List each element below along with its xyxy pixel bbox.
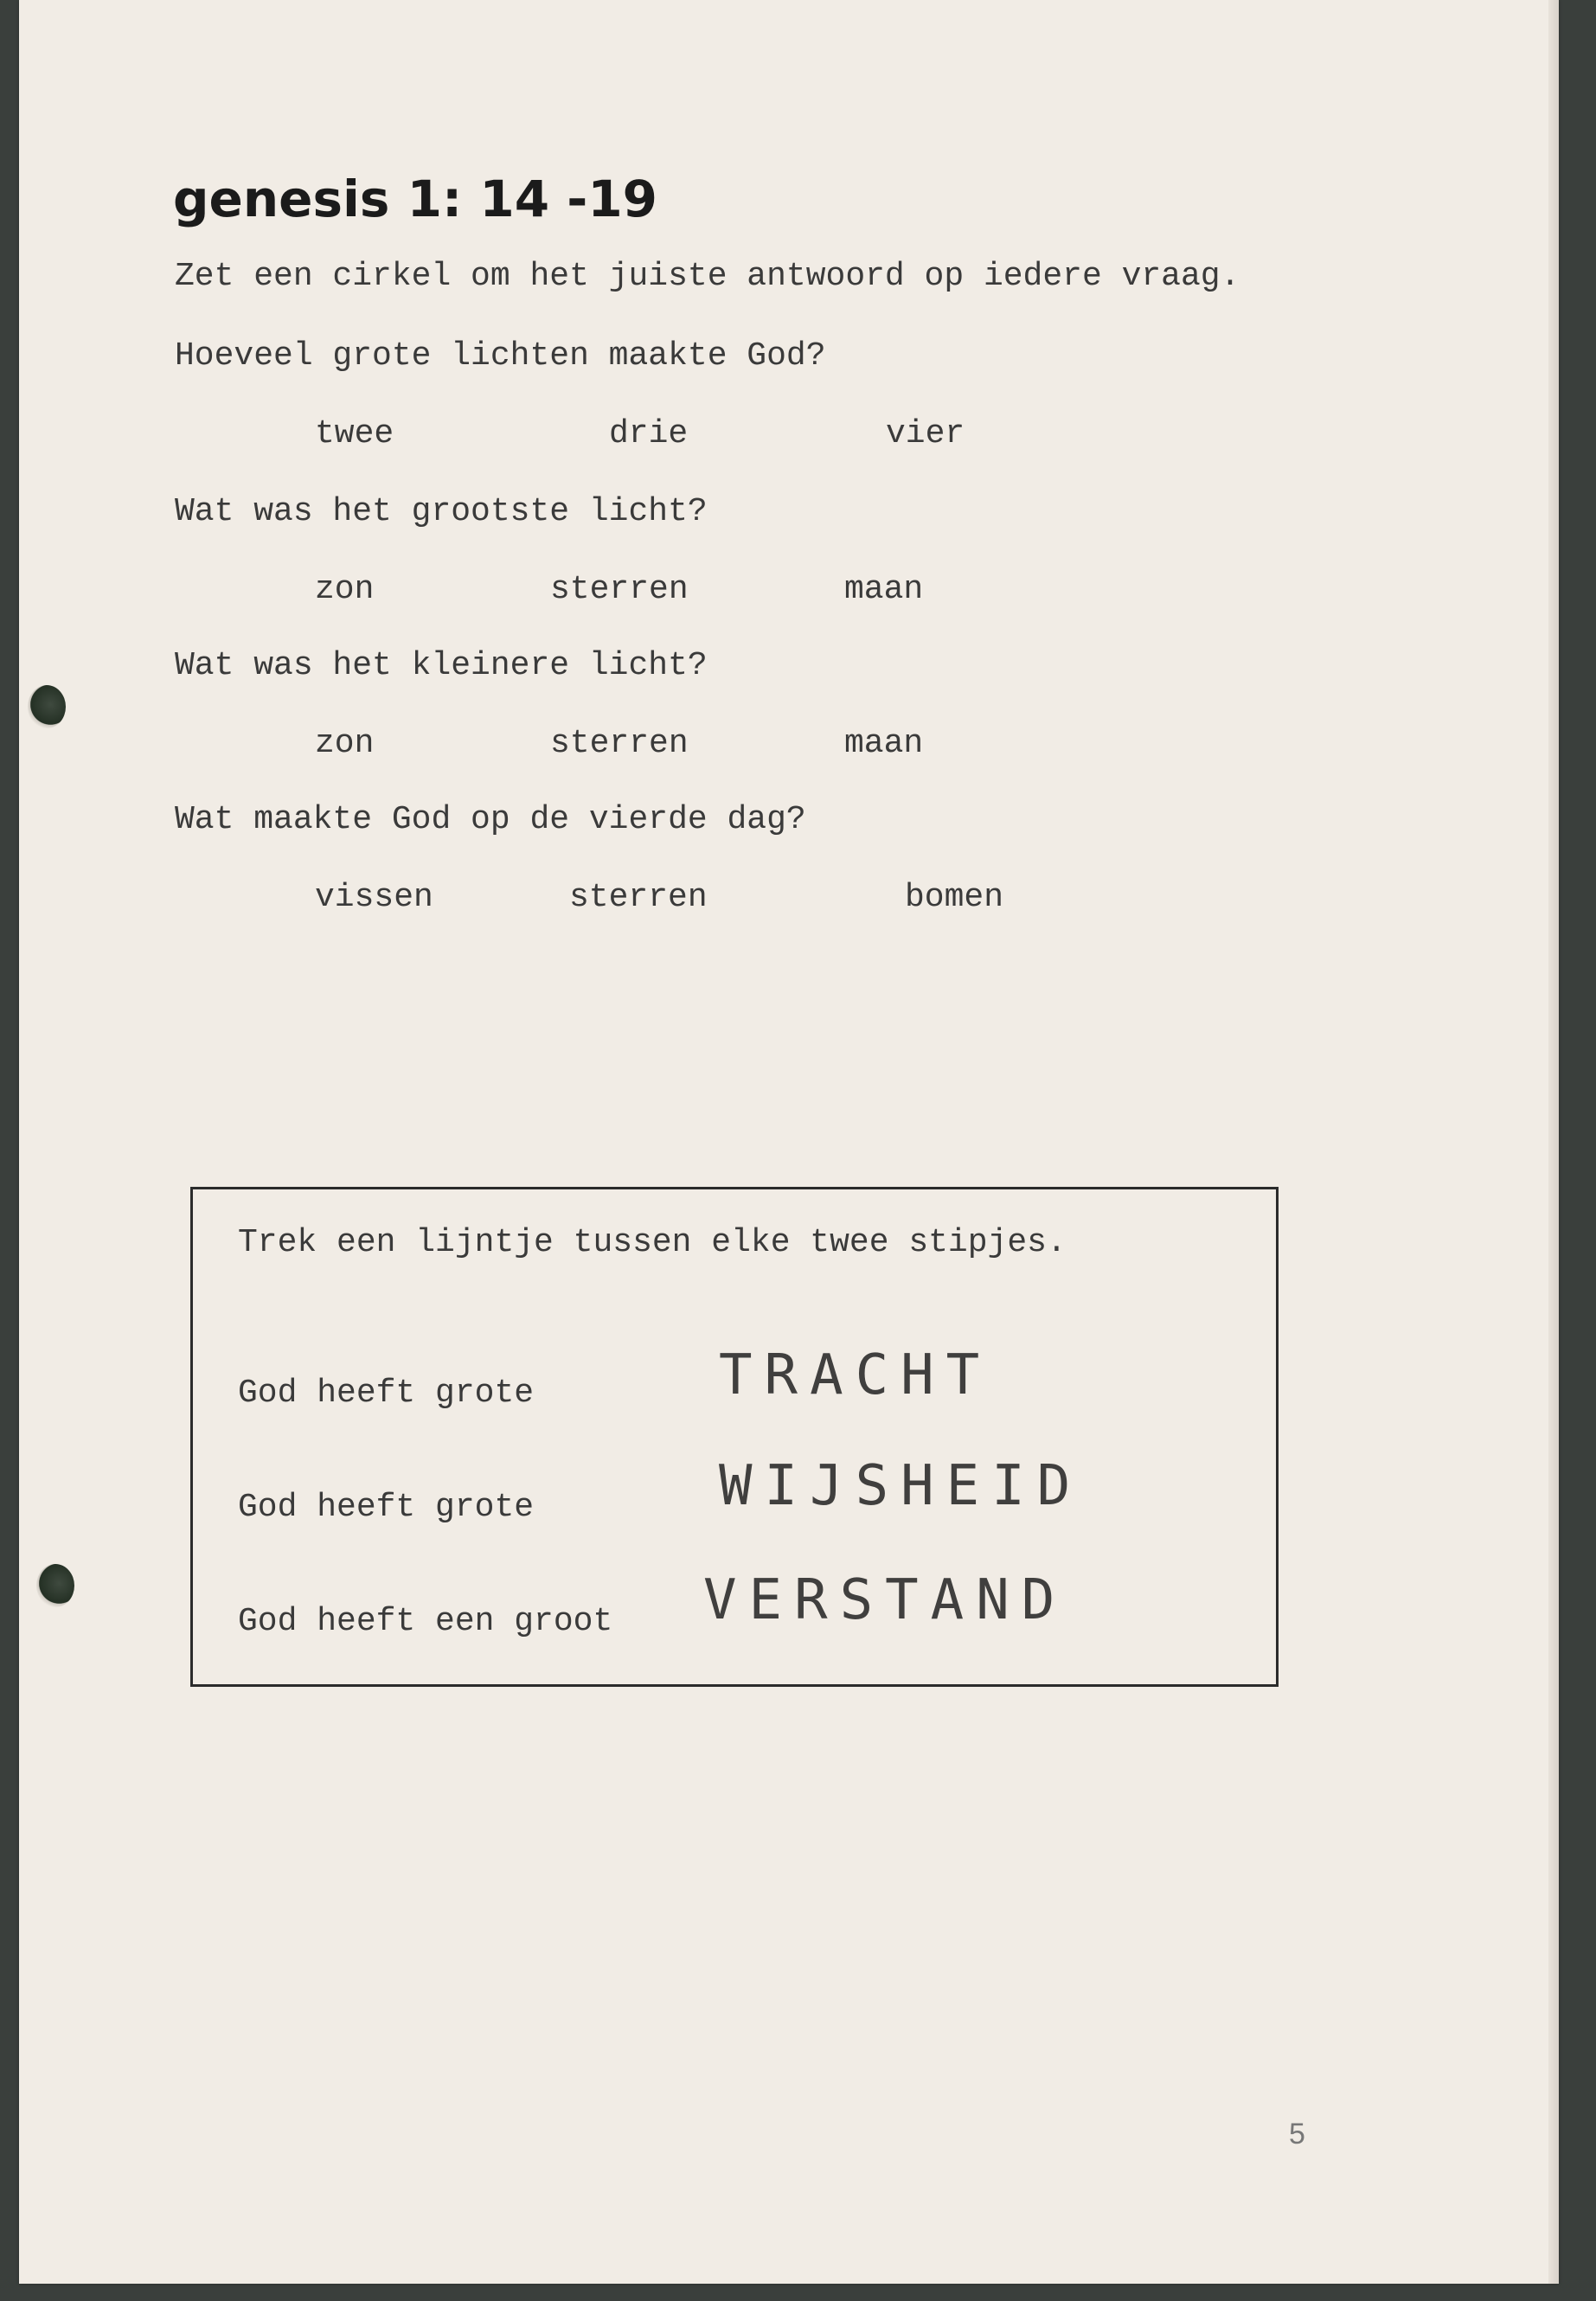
- box-row-2-label: God heeft grote: [238, 1489, 535, 1526]
- q3-option-2[interactable]: sterren: [550, 725, 689, 762]
- box-row-2-dots[interactable]: WIJSHEID: [719, 1454, 1083, 1518]
- q4-option-3[interactable]: bomen: [905, 879, 1004, 916]
- document-page: [19, 0, 1559, 2284]
- box-row-3-label: God heeft een groot: [238, 1603, 613, 1640]
- page-title: genesis 1: 14 -19: [173, 170, 658, 228]
- box-row-3-dots[interactable]: VERSTAND: [703, 1568, 1067, 1632]
- question-3: Wat was het kleinere licht?: [175, 647, 708, 684]
- question-2: Wat was het grootste licht?: [175, 493, 708, 530]
- q1-option-2[interactable]: drie: [609, 415, 689, 452]
- question-1: Hoeveel grote lichten maakte God?: [175, 337, 826, 375]
- q2-option-2[interactable]: sterren: [550, 571, 689, 608]
- punch-hole-icon: [36, 1564, 74, 1607]
- page-number: 5: [1289, 2118, 1305, 2150]
- box-row-1-label: God heeft grote: [238, 1375, 535, 1412]
- q4-option-2[interactable]: sterren: [569, 879, 708, 916]
- q3-option-3[interactable]: maan: [844, 725, 924, 762]
- page-edge: [1548, 0, 1559, 2284]
- dot-puzzle-box: [190, 1187, 1279, 1687]
- q1-option-3[interactable]: vier: [886, 415, 965, 452]
- question-4: Wat maakte God op de vierde dag?: [175, 801, 806, 838]
- q4-option-1[interactable]: vissen: [315, 879, 433, 916]
- q2-option-1[interactable]: zon: [315, 571, 375, 608]
- punch-hole-icon: [28, 685, 66, 728]
- q1-option-1[interactable]: twee: [315, 415, 394, 452]
- instruction-text: Zet een cirkel om het juiste antwoord op iedere vraag.: [175, 258, 1240, 295]
- q2-option-3[interactable]: maan: [844, 571, 924, 608]
- box-row-1-dots[interactable]: TRACHT: [719, 1343, 992, 1407]
- box-instruction: Trek een lijntje tussen elke twee stipjes.: [238, 1224, 1067, 1261]
- q3-option-1[interactable]: zon: [315, 725, 375, 762]
